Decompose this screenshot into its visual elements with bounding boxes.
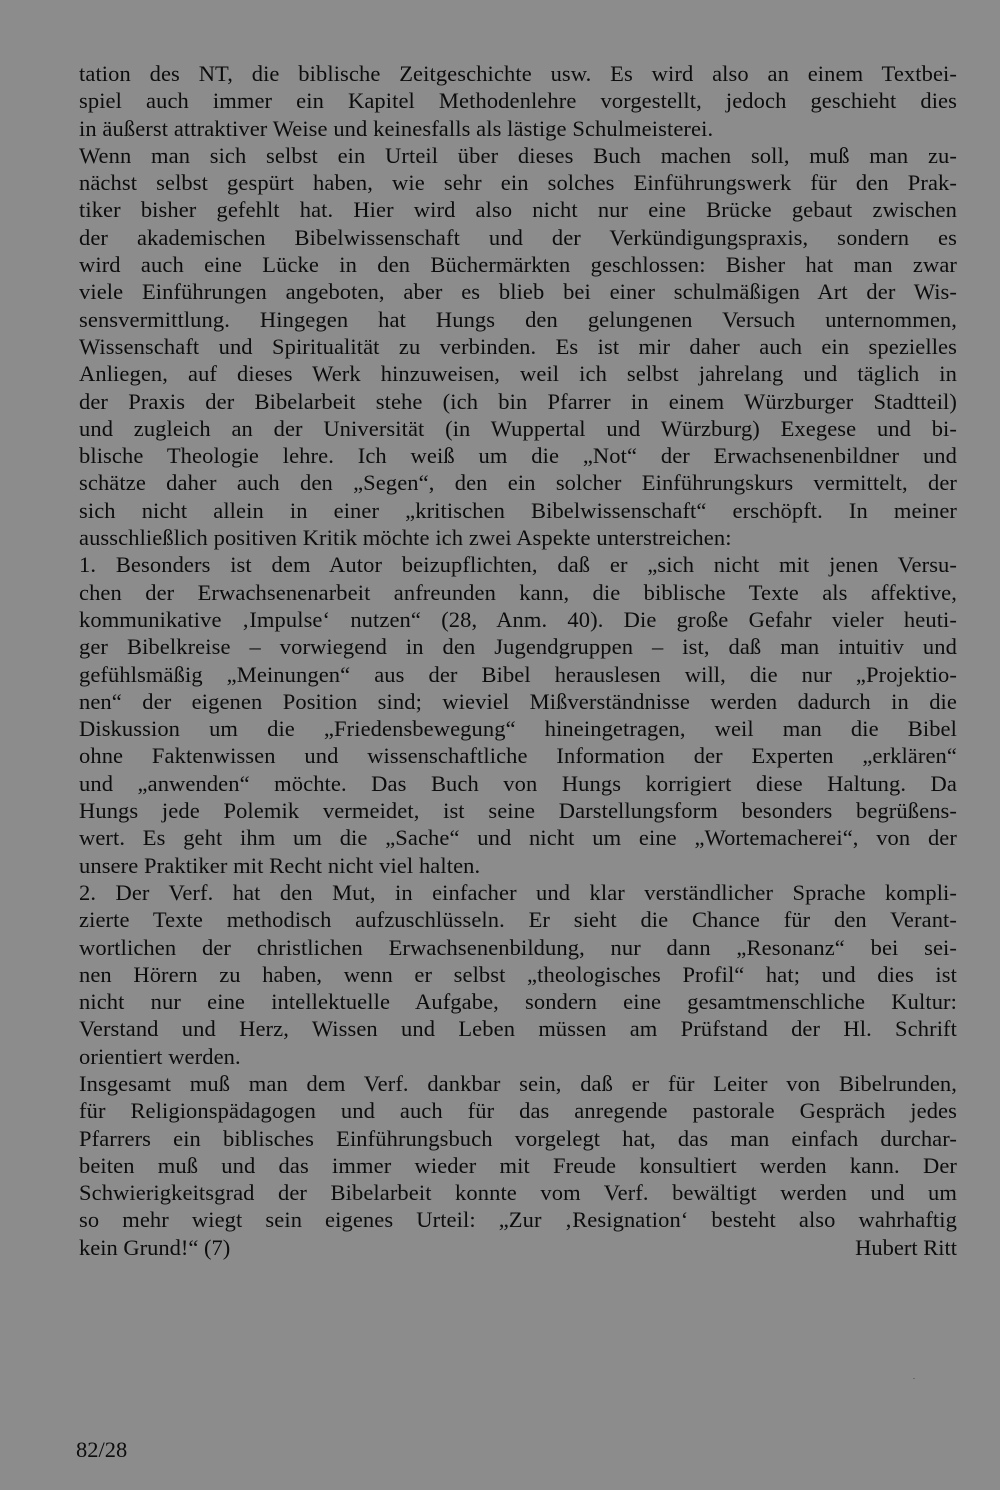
text-line: Anliegen, auf dieses Werk hinzuweisen, weil ich selbst jahrelang und täglich in — [79, 361, 957, 387]
review-text-body — [79, 60, 957, 1261]
text-line: 1. Besonders ist dem Autor beizupflichten, daß er „sich nicht mit jenen Versu- — [79, 552, 957, 578]
text-line: Verstand und Herz, Wissen und Leben müssen am Prüfstand der Hl. Schrift — [79, 1016, 957, 1042]
text-line: Schwierigkeitsgrad der Bibelarbeit konnte vom Verf. bewältigt werden und um — [79, 1180, 957, 1206]
text-line: ger Bibelkreise – vorwiegend in den Jugendgruppen – ist, daß man intuitiv und — [79, 634, 957, 660]
text-line: nen“ der eigenen Position sind; wieviel Mißverständnisse werden dadurch in die — [79, 688, 957, 714]
text-line: nächst selbst gespürt haben, wie sehr ein solches Einführungswerk für den Prak- — [79, 170, 957, 196]
author-signature: Hubert Ritt — [855, 1234, 957, 1260]
text-line: ausschließlich positiven Kritik möchte ich zwei Aspekte unterstreichen: — [79, 525, 732, 551]
text-line: Insgesamt muß man dem Verf. dankbar sein, daß er für Leiter von Bibelrunden, — [79, 1070, 957, 1096]
text-line: und zugleich an der Universität (in Wuppertal und Würzburg) Exegese und bi- — [79, 415, 957, 441]
text-line: in äußerst attraktiver Weise und keinesfalls als lästige Schulmeisterei. — [79, 115, 714, 141]
text-line: und „anwenden“ möchte. Das Buch von Hungs korrigiert diese Haltung. Da — [79, 770, 957, 796]
text-line: nen Hörern zu haben, wenn er selbst „theologisches Profil“ hat; und dies ist — [79, 961, 957, 987]
text-line: 2. Der Verf. hat den Mut, in einfacher und klar verständlicher Sprache kompli- — [79, 879, 957, 905]
text-line: sensvermittlung. Hingegen hat Hungs den gelungenen Versuch unternommen, — [79, 306, 957, 332]
text-line: zierte Texte methodisch aufzuschlüsseln. Er sieht die Chance für den Verant- — [79, 907, 957, 933]
closing-text: kein Grund!“ (7) — [79, 1234, 231, 1260]
text-line: der Praxis der Bibelarbeit stehe (ich bin Pfarrer in einem Würzburger Stadtteil) — [79, 388, 957, 414]
text-line: gefühlsmäßig „Meinungen“ aus der Bibel herauslesen will, die nur „Projektio- — [79, 661, 957, 687]
text-line: schätze daher auch den „Segen“, den ein solcher Einführungskurs vermittelt, der — [79, 470, 957, 496]
text-line: der akademischen Bibelwissenschaft und der Verkündigungspraxis, sondern es — [79, 224, 957, 250]
text-line: Diskussion um die „Friedensbewegung“ hineingetragen, weil man die Bibel — [79, 716, 957, 742]
text-line: nicht nur eine intellektuelle Aufgabe, sondern eine gesamtmenschliche Kultur: — [79, 989, 957, 1015]
text-line: kommunikative ‚Impulse‘ nutzen“ (28, Anm. 40). Die große Gefahr vieler heuti- — [79, 606, 957, 632]
text-line: unsere Praktiker mit Recht nicht viel halten. — [79, 852, 481, 878]
text-line: Pfarrers ein biblisches Einführungsbuch vorgelegt hat, das man einfach durchar- — [79, 1125, 957, 1151]
text-line: sich nicht allein in einer „kritischen Bibelwissenschaft“ erschöpft. In meiner — [79, 497, 957, 523]
text-line: ohne Faktenwissen und wissenschaftliche Information der Experten „erklären“ — [79, 743, 957, 769]
text-line: orientiert werden. — [79, 1043, 241, 1069]
text-line: wortlichen der christlichen Erwachsenenbildung, nur dann „Resonanz“ bei sei- — [79, 934, 957, 960]
text-line: Wenn man sich selbst ein Urteil über dieses Buch machen soll, muß man zu- — [79, 142, 957, 168]
text-line: wird auch eine Lücke in den Büchermärkten geschlossen: Bisher hat man zwar — [79, 252, 957, 278]
scan-speck — [913, 1378, 915, 1379]
text-line: tiker bisher gefehlt hat. Hier wird also nicht nur eine Brücke gebaut zwischen — [79, 197, 957, 223]
text-line: beiten muß und das immer wieder mit Freude konsultiert werden kann. Der — [79, 1152, 957, 1178]
text-line: blische Theologie lehre. Ich weiß um die „Not“ der Erwachsenenbildner und — [79, 443, 957, 469]
text-line: für Religionspädagogen und auch für das anregende pastorale Gespräch jedes — [79, 1098, 957, 1124]
text-line: tation des NT, die biblische Zeitgeschichte usw. Es wird also an einem Textbei- — [79, 61, 957, 86]
text-line: chen der Erwachsenenarbeit anfreunden kann, die biblische Texte als affektive, — [79, 579, 957, 605]
text-line: viele Einführungen angeboten, aber es blieb bei einer schulmäßigen Art der Wis- — [79, 279, 957, 305]
closing-line — [79, 1234, 957, 1261]
text-line: wert. Es geht ihm um die „Sache“ und nicht um eine „Wortemacherei“, von der — [79, 825, 957, 851]
text-line: so mehr wiegt sein eigenes Urteil: „Zur ‚Resignation‘ besteht also wahrhaftig — [79, 1207, 957, 1233]
text-line: Hungs jede Polemik vermeidet, ist seine Darstellungsform besonders begrüßens- — [79, 798, 957, 824]
text-line: Wissenschaft und Spiritualität zu verbinden. Es ist mir daher auch ein spezielles — [79, 333, 957, 359]
page-number: 82/28 — [76, 1437, 128, 1462]
text-line: spiel auch immer ein Kapitel Methodenlehre vorgestellt, jedoch geschieht dies — [79, 88, 957, 114]
